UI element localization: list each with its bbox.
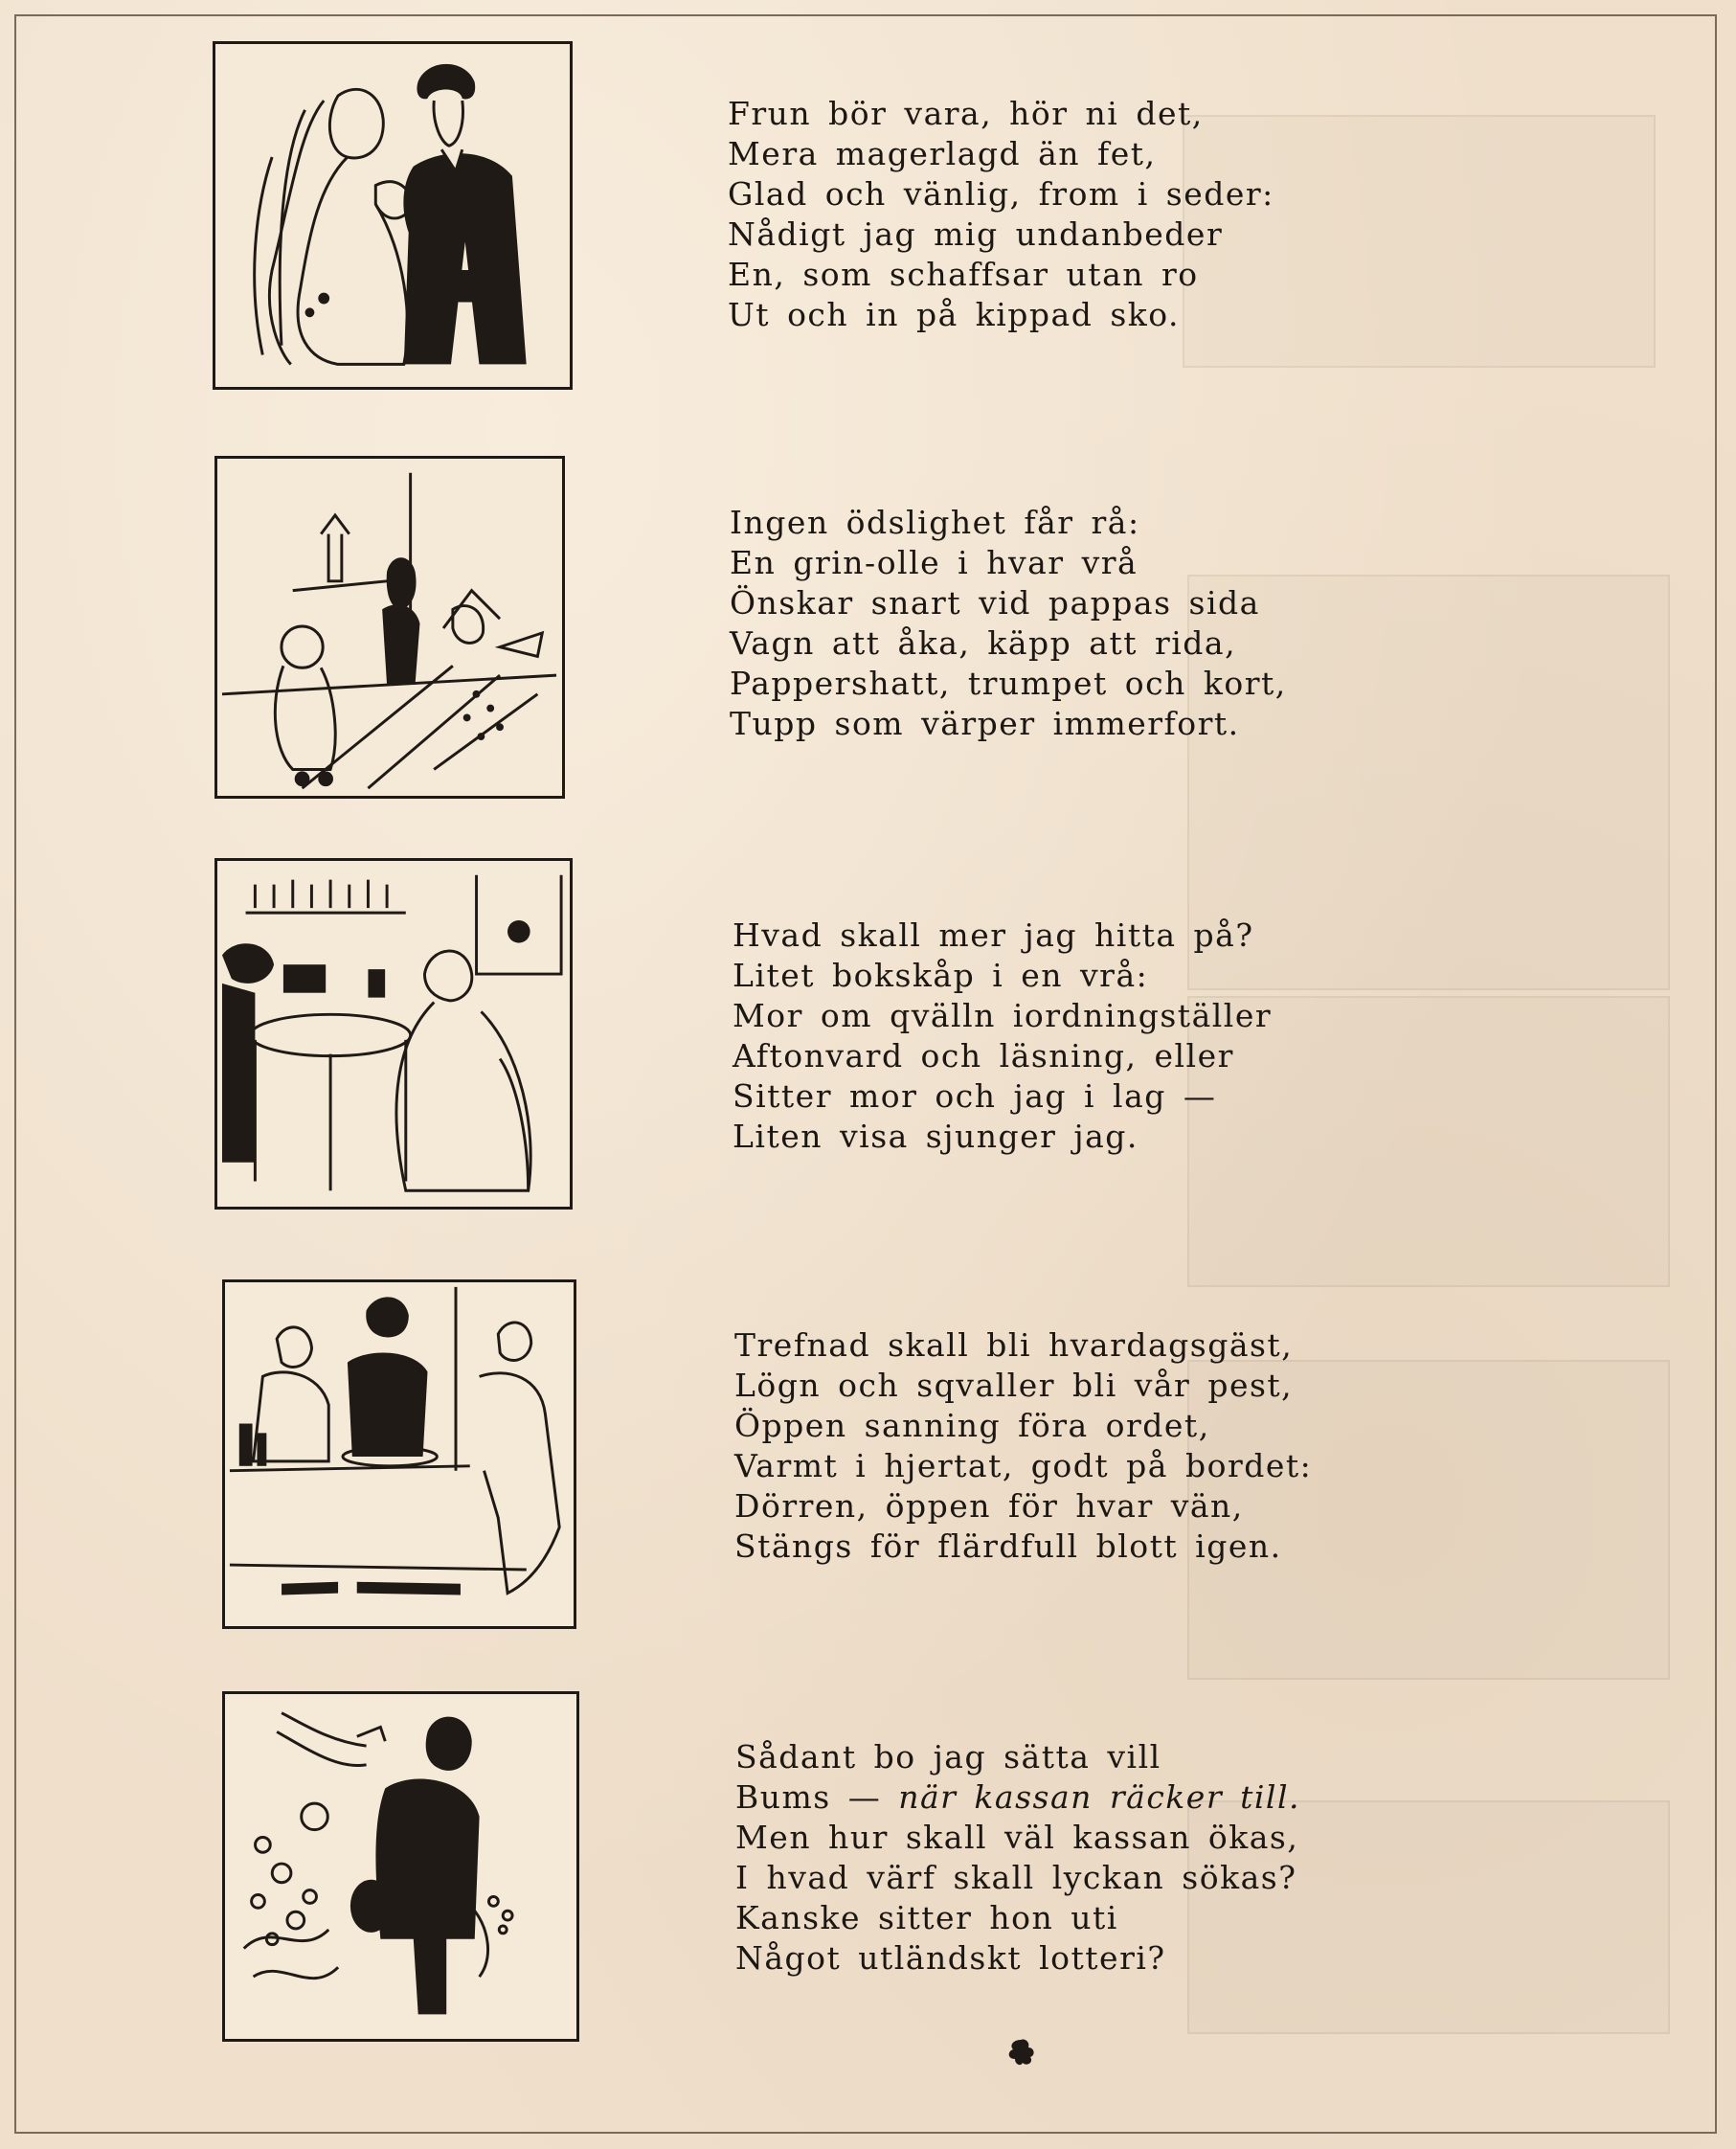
stanza-4-verse bbox=[734, 1325, 1312, 1567]
verse-line bbox=[735, 1777, 1300, 1818]
verse-line: Pappershatt, trumpet och kort, bbox=[730, 665, 1287, 702]
man-dreaming-of-fortune-drawing bbox=[225, 1694, 576, 2039]
dinner-guests-drawing bbox=[225, 1282, 574, 1626]
verse-line: Ut och in på kippad sko. bbox=[728, 296, 1181, 333]
stanza-5-verse bbox=[735, 1737, 1300, 1979]
stanza-2-verse bbox=[730, 503, 1287, 744]
verse-line: Önskar snart vid pappas sida bbox=[730, 584, 1260, 622]
verse-line: Stängs för flärdfull blott igen. bbox=[734, 1527, 1282, 1565]
verse-line: Sitter mor och jag i lag — bbox=[733, 1077, 1217, 1115]
stanza-1-verse bbox=[728, 94, 1274, 335]
verse-line: Mor om qvälln iordningställer bbox=[733, 997, 1273, 1034]
verse-line: I hvad värf skall lyckan sökas? bbox=[735, 1859, 1297, 1896]
verse-line: Varmt i hjertat, godt på bordet: bbox=[734, 1447, 1313, 1484]
verse-line: Litet bokskåp i en vrå: bbox=[733, 957, 1149, 994]
verse-line: Dörren, öppen för hvar vän, bbox=[734, 1487, 1244, 1525]
verse-line: Sådant bo jag sätta vill bbox=[735, 1738, 1161, 1776]
verse-line: Lögn och sqvaller bli vår pest, bbox=[734, 1367, 1294, 1404]
illustration-man-dreaming-of-fortune bbox=[222, 1691, 579, 2042]
verse-line: Ingen ödslighet får rå: bbox=[730, 504, 1140, 541]
verse-line: Något utländskt lotteri? bbox=[735, 1939, 1166, 1977]
verse-line: En, som schaffsar utan ro bbox=[728, 256, 1199, 293]
fleuron-icon bbox=[1003, 2036, 1038, 2069]
evening-reading-drawing bbox=[217, 861, 570, 1207]
verse-line: Trefnad skall bli hvardagsgäst, bbox=[734, 1326, 1294, 1364]
verse-line: Mera magerlagd än fet, bbox=[728, 135, 1157, 172]
illustration-children-playing bbox=[214, 456, 565, 799]
verse-line: Vagn att åka, käpp att rida, bbox=[730, 624, 1237, 662]
verse-line: Hvad skall mer jag hitta på? bbox=[733, 916, 1254, 954]
verse-line-plain-part: Bums — bbox=[735, 1778, 899, 1816]
verse-line: Glad och vänlig, from i seder: bbox=[728, 175, 1274, 213]
illustration-evening-reading bbox=[214, 858, 573, 1210]
verse-line: Liten visa sjunger jag. bbox=[733, 1118, 1139, 1155]
verse-line: Frun bör vara, hör ni det, bbox=[728, 95, 1204, 132]
illustration-wedding-couple bbox=[213, 41, 573, 390]
verse-line: Tupp som värper immerfort. bbox=[730, 705, 1240, 742]
verse-line: En grin-olle i hvar vrå bbox=[730, 544, 1139, 581]
illustration-dinner-guests bbox=[222, 1279, 576, 1629]
children-playing-drawing bbox=[217, 459, 562, 796]
verse-line: Kanske sitter hon uti bbox=[735, 1899, 1118, 1936]
verse-line: Nådigt jag mig undanbeder bbox=[728, 215, 1224, 253]
verse-line: Men hur skall väl kassan ökas, bbox=[735, 1819, 1299, 1856]
verse-line: Aftonvard och läsning, eller bbox=[733, 1037, 1234, 1074]
wedding-couple-drawing bbox=[215, 44, 570, 387]
verse-line-italic-part: när kassan räcker till. bbox=[898, 1778, 1301, 1816]
stanza-3-verse bbox=[733, 916, 1272, 1157]
verse-line: Öppen sanning föra ordet, bbox=[734, 1407, 1210, 1444]
